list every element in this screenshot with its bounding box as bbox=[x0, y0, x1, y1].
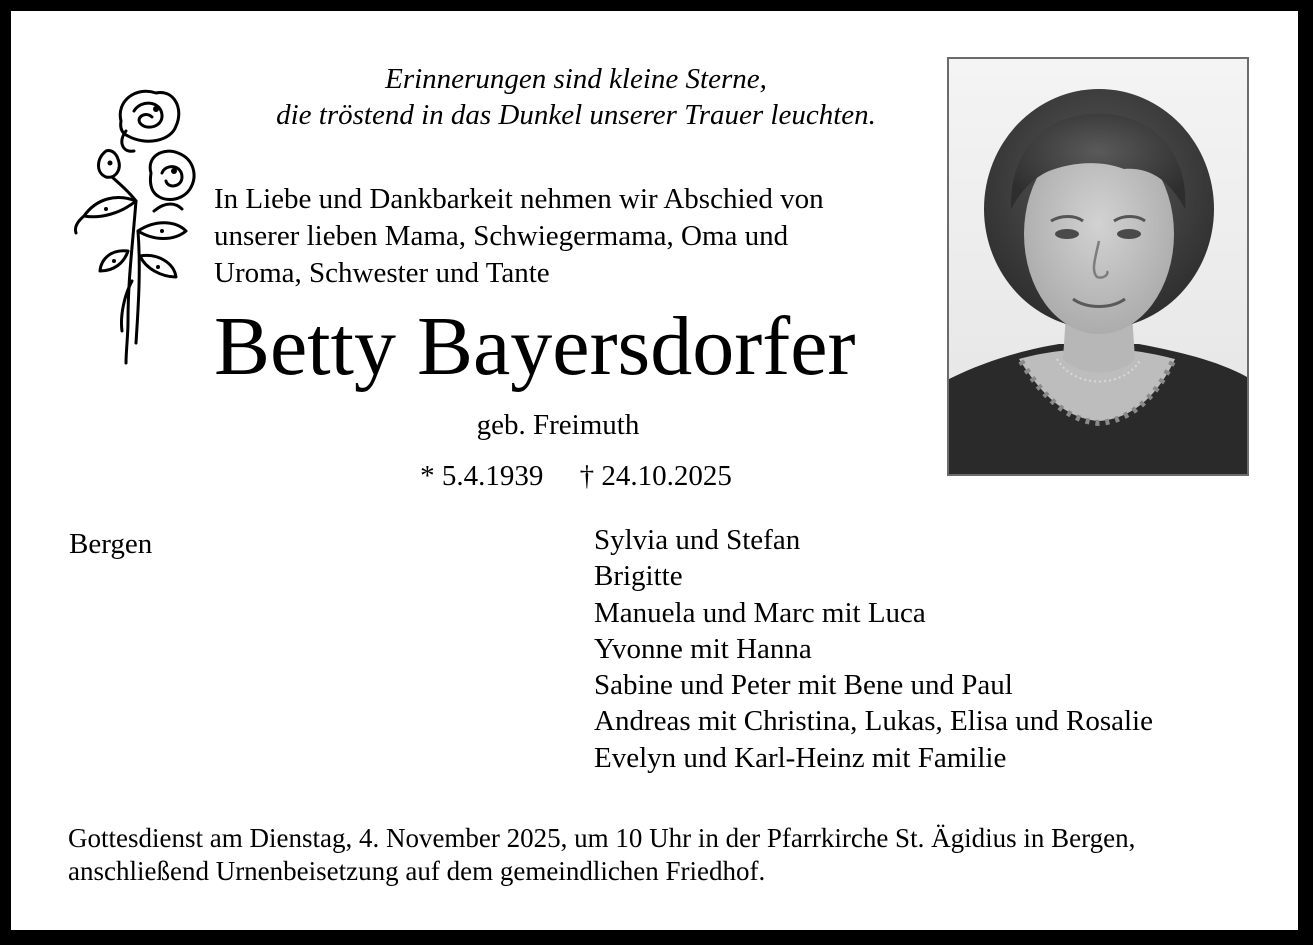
deceased-name: Betty Bayersdorfer bbox=[214, 300, 856, 393]
obituary-notice bbox=[11, 11, 1298, 930]
place-of-residence: Bergen bbox=[69, 528, 153, 560]
service-line-1: Gottesdienst am Dienstag, 4. November 2025, um 10 Uhr in der Pfarrkirche St. Ägidius in Bergen, bbox=[68, 823, 1136, 853]
intro-text bbox=[214, 181, 926, 292]
mourner-line: Evelyn und Karl-Heinz mit Familie bbox=[594, 741, 1007, 774]
mourner-line: Andreas mit Christina, Lukas, Elisa und Rosalie bbox=[594, 705, 1153, 738]
rose-icon bbox=[66, 81, 206, 366]
portrait-photo bbox=[947, 57, 1249, 476]
birth-name: geb. Freimuth bbox=[476, 409, 640, 441]
intro-line-1: In Liebe und Dankbarkeit nehmen wir Abschied von bbox=[214, 183, 824, 215]
mourner-line: Manuela und Marc mit Luca bbox=[594, 596, 926, 629]
service-information bbox=[68, 822, 1268, 888]
service-line-2: anschließend Urnenbeisetzung auf dem gemeindlichen Friedhof. bbox=[68, 856, 766, 886]
intro-line-2: unserer lieben Mama, Schwiegermama, Oma und bbox=[214, 220, 789, 252]
mourner-line: Sabine und Peter mit Bene und Paul bbox=[594, 669, 1013, 702]
intro-line-3: Uroma, Schwester und Tante bbox=[214, 257, 550, 289]
mourners-list bbox=[594, 522, 1153, 776]
mourner-line: Brigitte bbox=[594, 560, 683, 593]
mourner-line: Yvonne mit Hanna bbox=[594, 632, 812, 665]
quote-line-1: Erinnerungen sind kleine Sterne, bbox=[385, 63, 767, 95]
life-dates: * 5.4.1939 † 24.10.2025 bbox=[420, 460, 732, 492]
portrait-drawing bbox=[949, 59, 1247, 474]
mourner-line: Sylvia und Stefan bbox=[594, 524, 801, 556]
quote-line-2: die tröstend in das Dunkel unserer Trauer leuchten. bbox=[276, 99, 876, 131]
